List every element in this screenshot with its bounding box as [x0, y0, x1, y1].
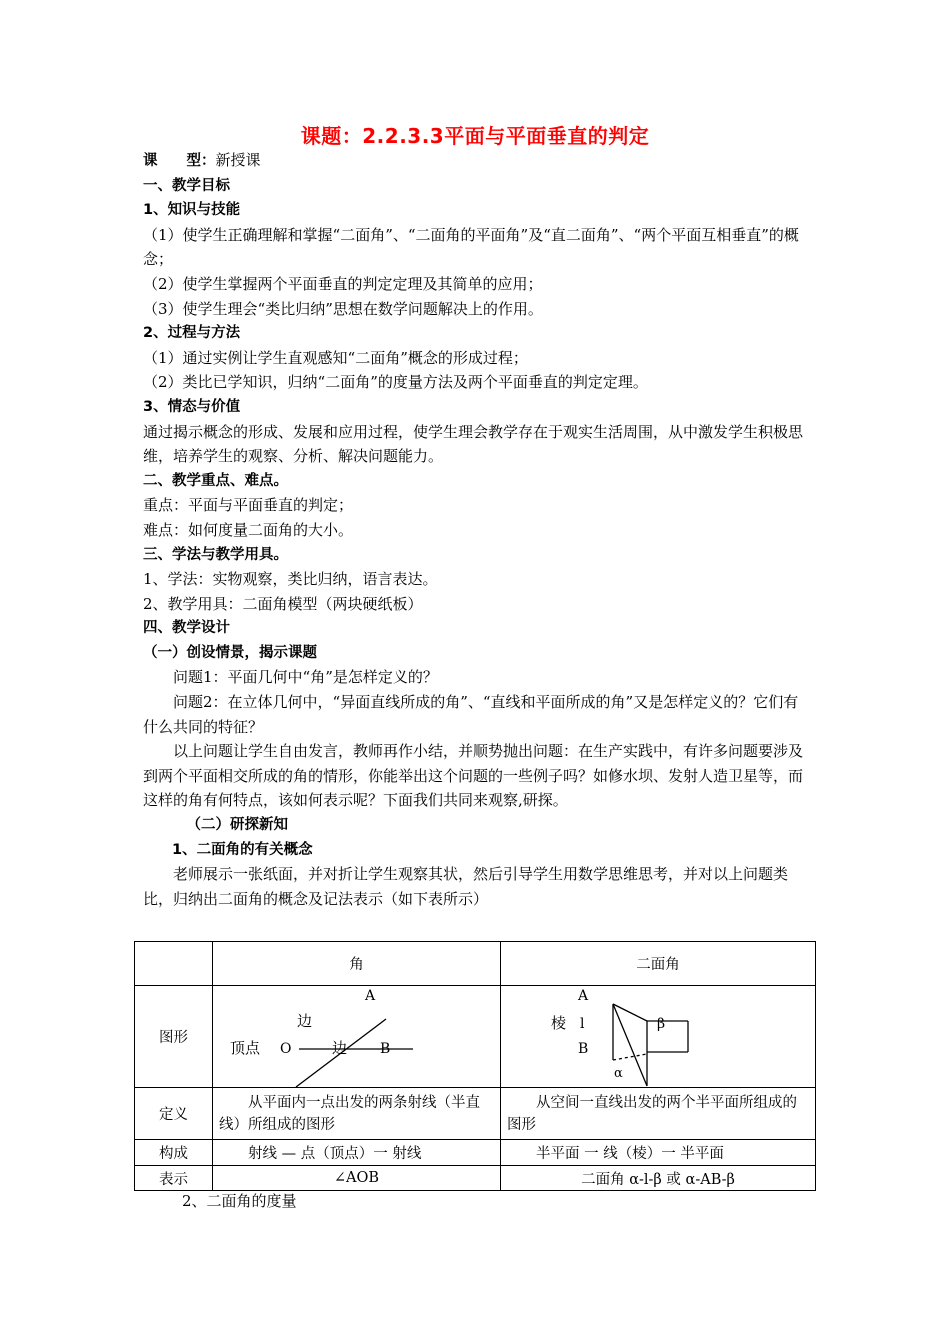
- table-cell: 射线 — 点（顶点）一 射线: [213, 1140, 501, 1166]
- subsection-heading: 2、二面角的度量: [182, 1192, 297, 1210]
- row-label-notation: 表示: [135, 1166, 213, 1191]
- column-header-dihedral: 二面角: [501, 942, 816, 986]
- label-edge-2: 边: [332, 1039, 348, 1057]
- subsection-heading: 1、知识与技能: [143, 202, 241, 219]
- paragraph: 2、教学用具：二面角模型（两块硬纸板）: [143, 594, 423, 613]
- paragraph: （2）类比已学知识，归纳“二面角”的度量方法及两个平面垂直的判定定理。: [143, 373, 648, 392]
- paragraph: 老师展示一张纸面，并对折让学生观察其状，然后引导学生用数学思维思考，并对以上问题类比，归纳出二面角的概念及记法表示（如下表所示）: [143, 865, 789, 908]
- paragraph: 以上问题让学生自由发言，教师再作小结，并顺势抛出问题：在生产实践中，有许多问题要涉及到两个平面相交所成的角的情形，你能举出这个问题的一些例子吗？如修水坝、发射人造卫星等，而这样的角有何特点，该如何表示呢？下面我们共同来观察,研探。: [143, 742, 804, 810]
- paragraph: 问题1：平面几何中“角”是怎样定义的？: [173, 668, 438, 687]
- paragraph: （1）通过实例让学生直观感知“二面角”概念的形成过程；: [143, 348, 528, 367]
- paragraph: （1）使学生正确理解和掌握“二面角”、“二面角的平面角”及“直二面角”、“两个平面互相垂直”的概念；: [143, 225, 799, 269]
- subsection-heading: 1、二面角的有关概念: [172, 841, 313, 858]
- paragraph: 难点：如何度量二面角的大小。: [143, 520, 354, 539]
- table-row: [135, 1088, 816, 1140]
- label-a: A: [578, 988, 589, 1004]
- label-edge-1: 边: [297, 1012, 313, 1030]
- subsection-heading: 3、情态与价值: [143, 398, 241, 415]
- paragraph: 通过揭示概念的形成、发展和应用过程，使学生理会教学存在于观实生活周围，从中激发学生积极思维，培养学生的观察、分析、解决问题能力。: [143, 422, 804, 466]
- plane-beta-top: [613, 1004, 647, 1021]
- paragraph: 1、学法：实物观察，类比归纳，语言表达。: [143, 570, 438, 589]
- table-row: [135, 1166, 816, 1191]
- label-b: B: [578, 1041, 589, 1057]
- row-label-definition: 定义: [135, 1088, 213, 1140]
- section-heading: 一、教学目标: [143, 177, 230, 194]
- table-row: [135, 986, 816, 1088]
- label-beta: β: [657, 1016, 666, 1032]
- subsection-heading: （二）研探新知: [186, 817, 288, 834]
- table-cell: 二面角 α-l-β 或 α-AB-β: [501, 1166, 816, 1191]
- dihedral-figure-cell: [501, 986, 816, 1088]
- section-heading: 四、教学设计: [143, 620, 230, 637]
- subsection-heading: 2、过程与方法: [143, 325, 241, 342]
- table-cell: [135, 942, 213, 986]
- table-row: [135, 1140, 816, 1166]
- comparison-table: [134, 941, 816, 1191]
- hidden-edge: [613, 1054, 647, 1060]
- subsection-heading: （一）创设情景，揭示课题: [143, 644, 317, 661]
- label-alpha: α: [614, 1066, 623, 1081]
- paragraph: （2）使学生掌握两个平面垂直的判定定理及其简单的应用；: [143, 274, 543, 293]
- label-l: l: [580, 1016, 585, 1032]
- lesson-type: 课 型：新授课: [143, 151, 261, 169]
- table-cell: 半平面 一 线（棱）一 半平面: [501, 1140, 816, 1166]
- label-o: O: [280, 1041, 292, 1057]
- section-heading: 三、学法与教学用具。: [143, 546, 288, 563]
- label-a: A: [365, 988, 376, 1004]
- row-label-figure: 图形: [135, 986, 213, 1088]
- table-cell: 从平面内一点出发的两条射线（半直线）所组成的图形: [213, 1088, 501, 1140]
- paragraph: 重点：平面与平面垂直的判定；: [143, 496, 354, 515]
- section-heading: 二、教学重点、难点。: [143, 472, 288, 489]
- label-ridge: 棱: [551, 1014, 567, 1032]
- row-label-composition: 构成: [135, 1140, 213, 1166]
- page-title: 课题：2.2.3.3平面与平面垂直的判定: [300, 124, 650, 148]
- table-cell: 从空间一直线出发的两个半平面所组成的图形: [501, 1088, 816, 1140]
- table-cell: ∠AOB: [213, 1166, 501, 1191]
- label-vertex: 顶点: [230, 1039, 261, 1057]
- label-b: B: [380, 1041, 391, 1057]
- angle-figure: [213, 986, 500, 1087]
- angle-figure-cell: [213, 986, 501, 1088]
- dihedral-figure: [501, 986, 815, 1087]
- paragraph: （3）使学生理会“类比归纳”思想在数学问题解决上的作用。: [143, 299, 543, 318]
- paragraph: 问题2：在立体几何中，“异面直线所成的角”、“直线和平面所成的角”又是怎样定义的？它们有什么共同的特征？: [143, 693, 799, 736]
- document-body: [143, 148, 811, 911]
- column-header-angle: 角: [213, 942, 501, 986]
- table-row: [135, 942, 816, 986]
